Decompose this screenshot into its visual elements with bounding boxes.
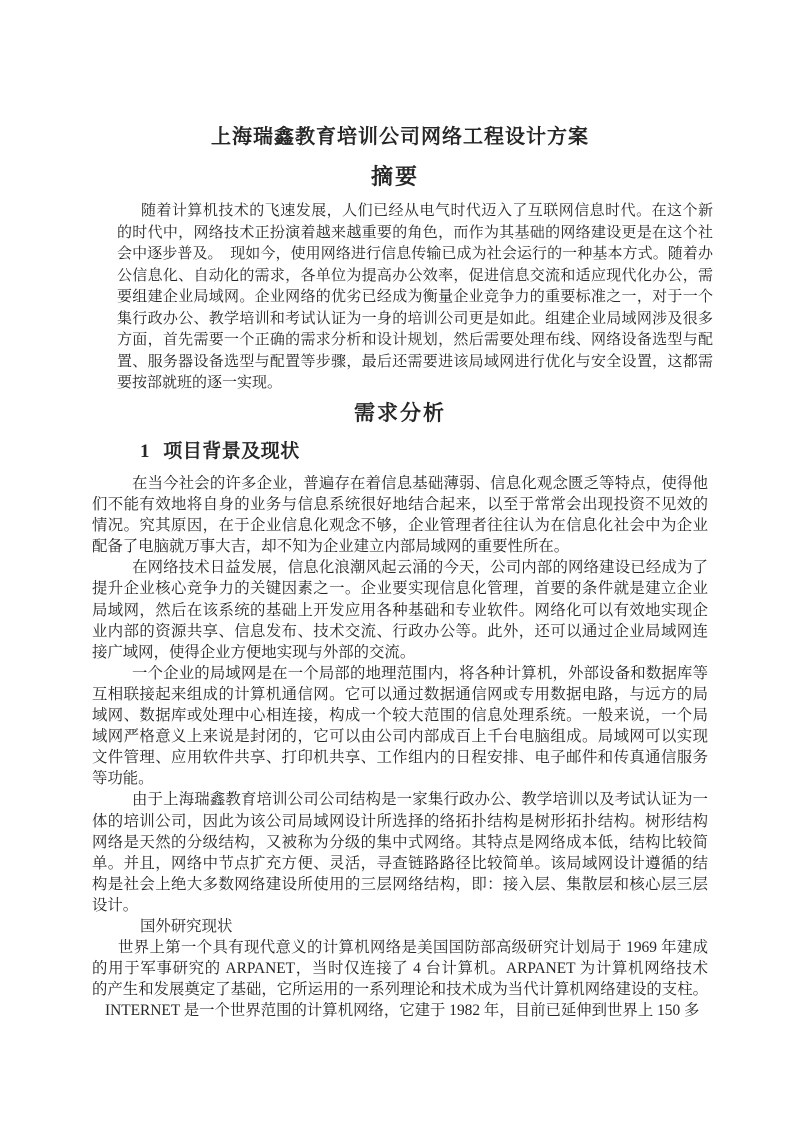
section-1-body bbox=[92, 473, 708, 1021]
text-line: 域网严格意义上来说是封闭的，它可以由公司内部成百上千台电脑组成。局域网可以实现 bbox=[92, 728, 708, 746]
text-line: INTERNET 是一个世界范围的计算机网络，它建于 1982 年，目前已延伸到世界上 150 多 bbox=[105, 1002, 700, 1020]
text-line: 业内部的资源共享、信息发布、技术交流、行政办公等。此外，还可以通过企业局域网连 bbox=[92, 622, 708, 640]
text-line: 接广域网，使得企业方便地实现与外部的交流。 bbox=[92, 643, 416, 661]
text-line: 在当今社会的许多企业，普遍存在着信息基础薄弱、信息化观念匮乏等特点，使得他 bbox=[132, 475, 708, 492]
paragraph-current-situation bbox=[92, 473, 708, 557]
text-line: 世界上第一个具有现代意义的计算机网络是美国国防部高级研究计划局于 1969 年建成 bbox=[118, 939, 708, 957]
foreign-research-subheading: 国外研究现状 bbox=[140, 917, 233, 935]
text-line: 会中逐步普及。 现如今，使用网络进行信息传输已成为社会运行的一种基本方式。随着办 bbox=[117, 246, 713, 262]
text-line: 随着计算机技术的飞速发展，人们已经从电气时代迈入了互联网信息时代。在这个新 bbox=[141, 203, 713, 219]
paragraph-lan-definition bbox=[92, 663, 708, 790]
text-line: 公信息化、自动化的需求，各单位为提高办公效率，促进信息交流和适应现代化办公，需 bbox=[117, 267, 713, 284]
text-line: 的时代中，网络技术正扮演着越来越重要的角色，而作为其基础的网络建设更是在这个社 bbox=[117, 224, 713, 241]
text-line: 配备了电脑就万事大吉，却不知为企业建立内部局域网的重要性所在。 bbox=[92, 538, 570, 556]
abstract-paragraph bbox=[117, 201, 713, 395]
text-line: 集行政办公、教学培训和考试认证为一身的培训公司更是如此。组建企业局域网涉及很多 bbox=[117, 310, 713, 327]
text-line: 们不能有效地将自身的业务与信息系统很好地结合起来，以至于常常会出现投资不见效的 bbox=[92, 496, 708, 514]
text-line: 等功能。 bbox=[92, 770, 154, 788]
text-line: 网络是天然的分级结构，又被称为分级的集中式网络。其特点是网络成本低，结构比较简 bbox=[92, 833, 708, 851]
text-line: 构是社会上绝大多数网络建设所使用的三层网络结构，即：接入层、集散层和核心层三层 bbox=[92, 875, 708, 893]
abstract-heading: 摘要 bbox=[370, 164, 419, 189]
text-line: 一个企业的局域网是在一个局部的地理范围内，将各种计算机，外部设备和数据库等 bbox=[132, 664, 708, 682]
section-1-heading: 1 项目背景及现状 bbox=[140, 441, 300, 462]
text-line: 在网络技术日益发展，信息化浪潮风起云涌的今天，公司内部的网络建设已经成为了 bbox=[132, 559, 708, 577]
text-line: 提升企业核心竞争力的关键因素之一。企业要实现信息化管理，首要的条件就是建立企业 bbox=[92, 580, 708, 598]
text-line: 体的培训公司，因此为该公司局域网设计所选择的络拓扑结构是树形拓扑结构。树形结构 bbox=[92, 812, 708, 830]
text-line: 方面，首先需要一个正确的需求分析和设计规划，然后需要处理布线、网络设备选型与配 bbox=[117, 332, 713, 348]
text-line: 置、服务器设备选型与配置等步骤，最后还需要进该局域网进行优化与安全设置，这都需 bbox=[117, 353, 713, 370]
paragraph-network-importance bbox=[92, 557, 708, 662]
text-line: 域网、数据库或处理中心相连接，构成一个较大范围的信息处理系统。一般来说，一个局 bbox=[92, 707, 708, 725]
text-line: 局域网，然后在该系统的基础上开发应用各种基础和专业软件。网络化可以有效地实现企 bbox=[92, 601, 708, 619]
text-line: 互相联接起来组成的计算机通信网。它可以通过数据通信网或专用数据电路，与远方的局 bbox=[92, 685, 708, 703]
text-line: 文件管理、应用软件共享、打印机共享、工作组内的日程安排、电子邮件和传真通信服务 bbox=[92, 749, 708, 767]
text-line: 的产生和发展奠定了基础，它所运用的一系列理论和技术成为当代计算机网络建设的支柱。 bbox=[92, 981, 708, 999]
text-line: 单。并且，网络中节点扩充方便、灵活，寻查链路路径比较简单。该局域网设计遵循的结 bbox=[92, 854, 708, 872]
text-line: 的用于军事研究的 ARPANET，当时仅连接了 4 台计算机。ARPANET 为计算机网络技术 bbox=[92, 960, 708, 978]
requirements-analysis-heading: 需求分析 bbox=[354, 401, 446, 425]
paragraph-topology-choice bbox=[92, 789, 708, 916]
text-line: 设计。 bbox=[92, 896, 139, 914]
document-title: 上海瑞鑫教育培训公司网络工程设计方案 bbox=[211, 126, 589, 148]
paragraph-foreign-research bbox=[92, 937, 708, 1021]
text-line: 要按部就班的逐一实现。 bbox=[117, 375, 283, 391]
text-line: 要组建企业局域网。企业网络的优劣已经成为衡量企业竞争力的重要标准之一，对于一个 bbox=[117, 289, 713, 305]
text-line: 由于上海瑞鑫教育培训公司公司结构是一家集行政办公、教学培训以及考试认证为一 bbox=[132, 791, 708, 809]
text-line: 情况。究其原因，在于企业信息化观念不够，企业管理者往往认为在信息化社会中为企业 bbox=[92, 517, 708, 535]
